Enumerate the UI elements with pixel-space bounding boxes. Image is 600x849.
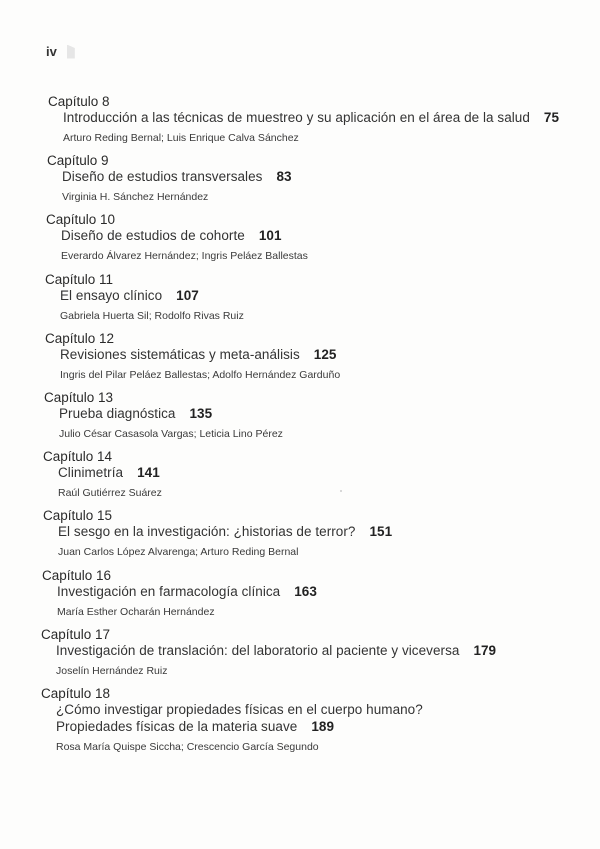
chapter-title-line[interactable] (56, 643, 496, 658)
chapter-title[interactable]: Propiedades físicas de la materia suave (56, 718, 298, 734)
chapter-page-number[interactable]: 163 (294, 583, 317, 599)
chapter-label: Capítulo 8 (48, 94, 110, 109)
chapter-authors: Raúl Gutiérrez Suárez (58, 487, 162, 500)
chapter-label: Capítulo 15 (43, 508, 113, 524)
chapter-title[interactable]: Introducción a las técnicas de muestreo y su aplicación en el área de la salud (63, 110, 530, 125)
chapter-title[interactable]: Diseño de estudios transversales (62, 169, 263, 185)
chapter-title-line[interactable] (62, 169, 292, 184)
chapter-authors: Everardo Álvarez Hernández; Ingris Peláez Ballestas (61, 250, 308, 263)
chapter-title-line[interactable] (58, 524, 392, 539)
chapter-title-line[interactable] (58, 465, 160, 480)
chapter-label: Capítulo 11 (45, 271, 114, 287)
chapter-label: Capítulo 13 (44, 389, 114, 405)
toc-entry-chapter-17 (0, 627, 600, 686)
chapter-authors: Ingris del Pilar Peláez Ballestas; Adolfo Hernández Garduño (60, 368, 341, 381)
toc-entry-chapter-9 (0, 153, 600, 212)
chapter-label: Capítulo 12 (45, 330, 115, 346)
chapter-label: Capítulo 16 (42, 567, 112, 583)
toc-entry-chapter-10 (0, 212, 600, 271)
page-header (46, 44, 75, 59)
chapter-page-number[interactable]: 107 (176, 287, 199, 303)
toc-entry-chapter-8 (0, 94, 600, 153)
chapter-authors: Rosa María Quispe Siccha; Crescencio García Segundo (56, 740, 319, 753)
chapter-title[interactable]: Clinimetría (58, 465, 124, 481)
chapter-page-number[interactable]: 125 (313, 346, 337, 362)
chapter-title[interactable]: El ensayo clínico (60, 287, 163, 303)
toc-entry-chapter-14 (0, 449, 600, 508)
chapter-page-number[interactable]: 83 (276, 169, 292, 185)
chapter-authors: Julio César Casasola Vargas; Leticia Lino Pérez (59, 427, 283, 440)
chapter-label: Capítulo 17 (41, 626, 111, 642)
chapter-label: Capítulo 18 (41, 685, 111, 701)
chapter-title[interactable]: Investigación de translación: del laboratorio al paciente y viceversa (56, 642, 460, 658)
scan-speck (340, 490, 342, 492)
chapter-title[interactable]: Revisiones sistemáticas y meta-análisis (60, 346, 300, 362)
chapter-title[interactable]: Investigación en farmacología clínica (57, 583, 281, 599)
toc-entry-chapter-16 (0, 568, 600, 627)
chapter-title-line[interactable] (56, 719, 334, 734)
chapter-page-number[interactable]: 75 (543, 110, 560, 125)
chapter-page-number[interactable]: 141 (137, 465, 160, 481)
chapter-authors: Virginia H. Sánchez Hernández (62, 191, 209, 204)
chapter-authors: Joselín Hernández Ruiz (56, 664, 168, 677)
chapter-label: Capítulo 9 (47, 153, 109, 169)
chapter-title-line[interactable] (60, 288, 199, 303)
chapter-title-line[interactable] (59, 406, 212, 421)
chapter-label: Capítulo 10 (46, 212, 116, 228)
chapter-title[interactable]: Prueba diagnóstica (59, 405, 176, 421)
chapter-title-line[interactable] (57, 584, 317, 599)
chapter-authors: Juan Carlos López Alvarenga; Arturo Reding Bernal (58, 546, 299, 559)
chapter-authors: Arturo Reding Bernal; Luis Enrique Calva Sánchez (63, 132, 299, 144)
chapter-page-number[interactable]: 179 (473, 642, 497, 658)
chapter-label: Capítulo 14 (43, 449, 113, 465)
page-tab-marker (67, 45, 75, 59)
chapter-page-number[interactable]: 101 (258, 228, 282, 244)
chapter-authors: María Esther Ocharán Hernández (57, 605, 215, 618)
toc-entry-chapter-13 (0, 390, 600, 449)
chapter-title-line-1[interactable]: ¿Cómo investigar propiedades físicas en el cuerpo humano? (56, 701, 423, 717)
chapter-page-number[interactable]: 135 (189, 405, 213, 421)
toc-entry-chapter-12 (0, 331, 600, 390)
chapter-authors: Gabriela Huerta Sil; Rodolfo Rivas Ruiz (60, 309, 244, 322)
toc-entry-chapter-15 (0, 508, 600, 567)
chapter-page-number[interactable]: 189 (311, 718, 335, 734)
chapter-page-number[interactable]: 151 (369, 524, 393, 540)
chapter-title[interactable]: Diseño de estudios de cohorte (61, 228, 245, 244)
chapter-title-line[interactable] (63, 110, 559, 125)
chapter-title-line[interactable] (60, 347, 336, 362)
table-of-contents (0, 94, 600, 762)
toc-entry-chapter-18 (0, 686, 600, 762)
chapter-title-line[interactable] (61, 228, 282, 243)
toc-entry-chapter-11 (0, 272, 600, 331)
page-number: iv (46, 44, 57, 59)
chapter-title[interactable]: El sesgo en la investigación: ¿historias de terror? (58, 524, 356, 540)
